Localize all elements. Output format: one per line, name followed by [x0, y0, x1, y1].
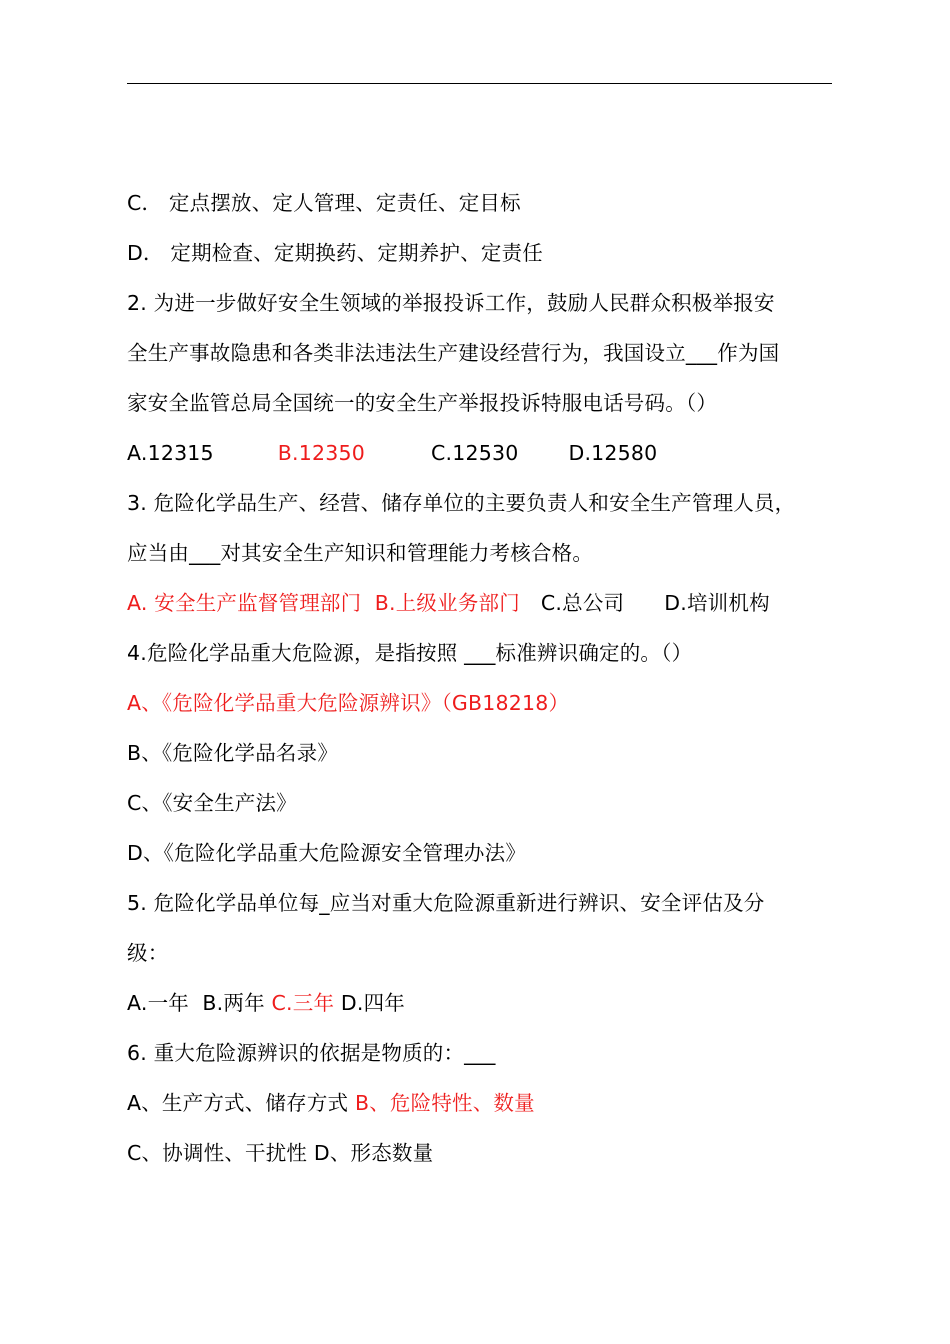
q6-option-d: D、形态数量: [313, 1141, 434, 1165]
q5-text-line-2: 级：: [127, 941, 169, 965]
q5-option-d: D.四年: [340, 991, 405, 1015]
q2-option-a: A.12315: [127, 441, 214, 465]
q3-option-d: D.培训机构: [664, 591, 770, 615]
q6-option-b-answer: B、危险特性、数量: [354, 1091, 535, 1115]
q4-option-a-answer: A、《危险化学品重大危险源辨识》（GB18218）: [127, 691, 570, 715]
q6-options-ab: [127, 1078, 852, 1128]
q1-option-d: D． 定期检查、定期换药、定期养护、定责任: [127, 241, 544, 265]
header-rule: [127, 83, 832, 84]
q6-option-a: A、生产方式、储存方式: [127, 1091, 349, 1115]
q4-option-c: C、《安全生产法》: [127, 791, 297, 815]
q5-option-c-answer: C.三年: [271, 991, 335, 1015]
q5-option-b: B.两年: [202, 991, 265, 1015]
document-body: [127, 178, 852, 1178]
q2-option-b-answer: B.12350: [277, 441, 365, 465]
q3-options: [127, 578, 852, 628]
q3-option-a-answer: A. 安全生产监督管理部门: [127, 591, 362, 615]
q5-text-line-1: 5. 危险化学品单位每_应当对重大危险源重新进行辨识、安全评估及分: [127, 891, 765, 915]
q4-text-line-1: 4.危险化学品重大危险源，是指按照 ___标准辨识确定的。（）: [127, 641, 693, 665]
q2-option-d: D.12580: [568, 441, 658, 465]
q2-text-line-2: 全生产事故隐患和各类非法违法生产建设经营行为，我国设立___作为国: [127, 341, 780, 365]
q6-options-cd: [127, 1128, 852, 1178]
q2-option-c: C.12530: [431, 441, 519, 465]
q3-option-b-answer: B.上级业务部门: [374, 591, 520, 615]
q2-text-line-1: 2. 为进一步做好安全生领域的举报投诉工作，鼓励人民群众积极举报安: [127, 291, 775, 315]
q5-options: [127, 978, 852, 1028]
q6-option-c: C、协调性、干扰性: [127, 1141, 308, 1165]
q5-option-a: A.一年: [127, 991, 189, 1015]
q4-option-b: B、《危险化学品名录》: [127, 741, 339, 765]
q3-text-line-2: 应当由___对其安全生产知识和管理能力考核合格。: [127, 541, 594, 565]
q4-option-d: D、《危险化学品重大危险源安全管理办法》: [127, 841, 527, 865]
q3-text-line-1: 3. 危险化学品生产、经营、储存单位的主要负责人和安全生产管理人员，: [127, 491, 796, 515]
q3-option-c: C.总公司: [540, 591, 625, 615]
q6-text-line-1: 6. 重大危险源辨识的依据是物质的：___: [127, 1041, 496, 1065]
q1-option-c: C． 定点摆放、定人管理、定责任、定目标: [127, 191, 521, 215]
q2-options: [127, 428, 852, 478]
q2-text-line-3: 家安全监管总局全国统一的安全生产举报投诉特服电话号码。（）: [127, 391, 718, 415]
